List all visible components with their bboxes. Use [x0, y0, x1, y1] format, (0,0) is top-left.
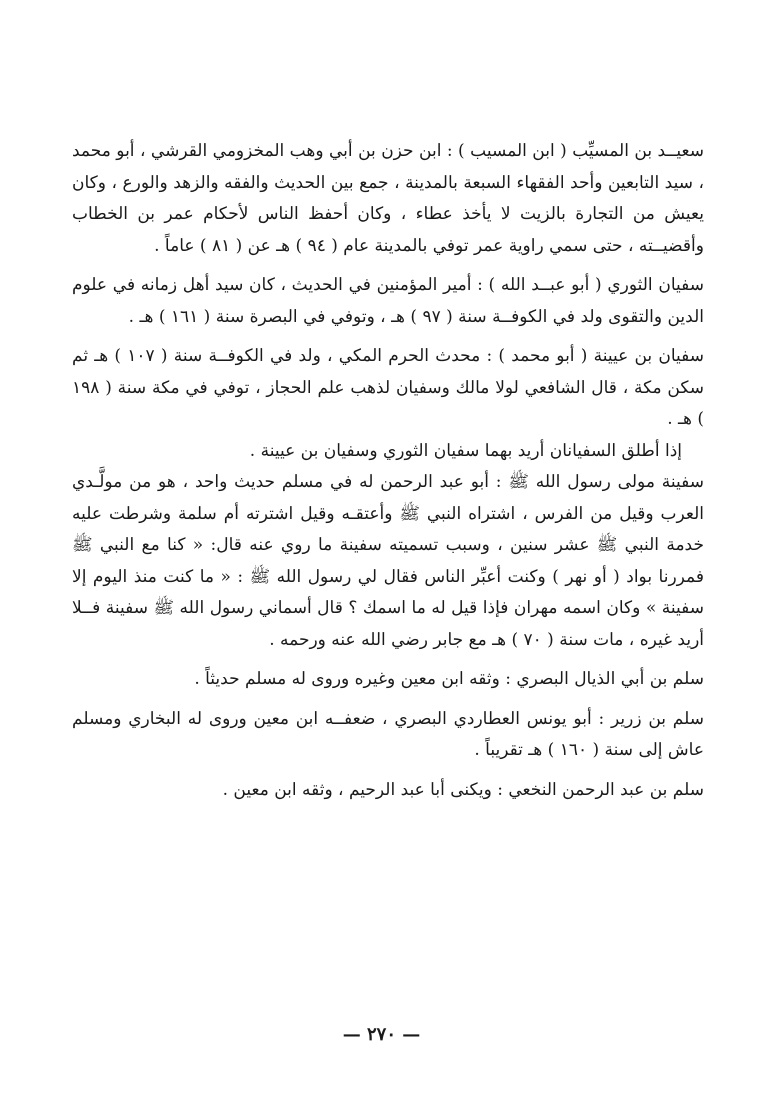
entry-salm-ibn-abi-al-dhayyal: سلم بن أبي الذيال البصري : وثقه ابن معين وغيره وروى له مسلم حديثاً .	[194, 669, 704, 689]
entry-safinah: سفينة مولى رسول الله ﷺ : أبو عبد الرحمن له في مسلم حديث واحد ، هو من مولَّـدي العرب وقيل من الفرس ، اشتراه النبي ﷺ وأعتقـه وقيل اشترته أم سلمة وشرطت عليه خدمة النبي ﷺ عشر سنين ، وسبب تسميته سفينة ما روي عنه قال: « كنا مع النبي ﷺ فمررنا بواد ( أو نهر ) وكنت أعبِّر الناس فقال لي رسول الله ﷺ : « ما كنت منذ اليوم إلا سفينة » وكان اسمه مهران فإذا قيل له ما اسمك ؟ قال أسماني رسول الله ﷺ سفينة فــلا أريد غيره ، مات سنة ( ٧٠ ) هـ مع جابر رضي الله عنه ورحمه .	[72, 472, 704, 650]
entry-sufyan-al-thawri: سفيان الثوري ( أبو عبــد الله ) : أمير المؤمنين في الحديث ، كان سيد أهل زمانه في علوم الدين والتقوى ولد في الكوفــة سنة ( ٩٧ ) هـ ، وتوفي في البصرة سنة ( ١٦١ ) هـ .	[72, 275, 704, 327]
entry-salm-ibn-abd-al-rahman: سلم بن عبد الرحمن النخعي : ويكنى أبا عبد الرحيم ، وثقه ابن معين .	[222, 779, 704, 800]
entry-saeed-ibn-al-musayyib: سعيــد بن المسيِّب ( ابن المسيب ) : ابن حزن بن أبي وهب المخزومي القرشي ، أبو محمد ، سيد التابعين وأحد الفقهاء السبعة بالمدينة ، جمع بين الحديث والفقه والزهد والورع ، وكان يعيش من التجارة بالزيت لا يأخذ عطاء ، وكان أحفظ الناس لأحكام عمر بن الخطاب وأقضيــته ، حتى سمي راوية عمر توفي بالمدينة عام ( ٩٤ ) هـ عن ( ٨١ ) عاماً .	[72, 141, 704, 256]
entry-sufyan-ibn-uyaynah: سفيان بن عيينة ( أبو محمد ) : محدث الحرم المكي ، ولد في الكوفــة سنة ( ١٠٧ ) هـ ثم سكن مكة ، قال الشافعي لولا مالك وسفيان لذهب علم الحجاز ، توفي في مكة سنة ( ١٩٨ ) هـ .	[72, 346, 704, 429]
page-number: — ٢٧٠ —	[342, 1024, 421, 1045]
entries-text-block	[72, 136, 704, 806]
note-sufyanan: إذا أطلق السفيانان أريد بهما سفيان الثوري وسفيان بن عيينة .	[249, 440, 682, 461]
entry-salm-ibn-zarir: سلم بن زرير : أبو يونس العطاردي البصري ، ضعفــه ابن معين وروى له البخاري ومسلم عاش إلى سنة ( ١٦٠ ) هـ تقريباً .	[72, 708, 704, 760]
